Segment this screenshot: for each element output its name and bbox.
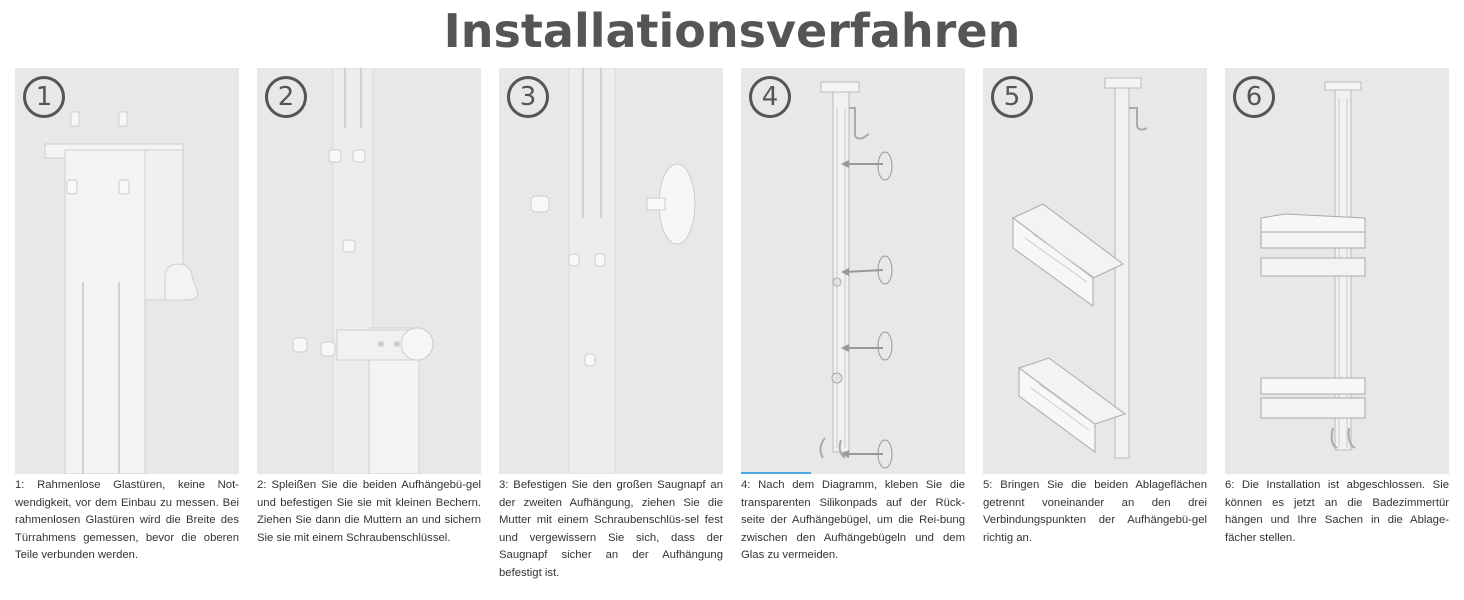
step-4-description: 4: Nach dem Diagramm, kleben Sie die transparenten Silikonpads auf der Rück-seite der Aufhängebügel, um die Rei-bung zwischen den Aufhängebügeln und dem Glas zu vermeiden. [741,479,965,562]
step-1-image [15,68,239,474]
hanger-top-closeup-illustration [15,68,239,474]
step-3 [499,68,723,583]
step-1-description: 1: Rahmenlose Glastüren, keine Not-wendigkeit, vor dem Einbau zu messen. Bei rahmenlosen Glastüren wird die Breite des Türrahmens gemessen, bevor die oberen Teile verbunden werden. [15,479,239,562]
step-5 [983,68,1207,547]
step-6-image [1225,68,1449,474]
step-1 [15,68,239,565]
step-6 [1225,68,1449,547]
suction-cup-attach-illustration [499,68,723,474]
step-6-description: 6: Die Installation ist abgeschlossen. Sie können es jetzt an die Badezimmertür hängen und Ihre Sachen in die Ablage-fächer stellen. [1225,479,1449,544]
step-3-description: 3: Befestigen Sie den großen Saugnapf an der zweiten Aufhängung, ziehen Sie die Mutter mit einem Schraubenschlüs-sel fest und vergewissern Sie sich, dass der Saugnapf sicher an der Aufhängung befestigt ist. [499,479,723,579]
step-1-number-badge: 1 [23,76,65,118]
shelves-attach-illustration [983,68,1207,474]
silicone-pad-diagram-illustration [741,68,965,474]
step-2-description: 2: Spleißen Sie die beiden Aufhängebü-gel und befestigen Sie sie mit kleinen Bechern. Ziehen Sie dann die Muttern an und sichern Sie sie mit einem Schraubenschlüssel. [257,479,481,544]
step-5-number-badge: 5 [991,76,1033,118]
step-4-accent-line [741,472,811,474]
step-4-image [741,68,965,474]
step-5-image [983,68,1207,474]
step-6-number-badge: 6 [1233,76,1275,118]
step-4 [741,68,965,565]
installed-shelf-unit-illustration [1225,68,1449,474]
step-4-number-badge: 4 [749,76,791,118]
page-title: Installationsverfahren [443,4,1021,58]
step-3-image [499,68,723,474]
step-3-number-badge: 3 [507,76,549,118]
step-2-number-badge: 2 [265,76,307,118]
hanger-splice-illustration [257,68,481,474]
step-5-description: 5: Bringen Sie die beiden Ablageflächen getrennt voneinander an den drei Verbindungspunkten der Aufhängebü-gel richtig an. [983,479,1207,544]
step-2-image [257,68,481,474]
step-2 [257,68,481,547]
